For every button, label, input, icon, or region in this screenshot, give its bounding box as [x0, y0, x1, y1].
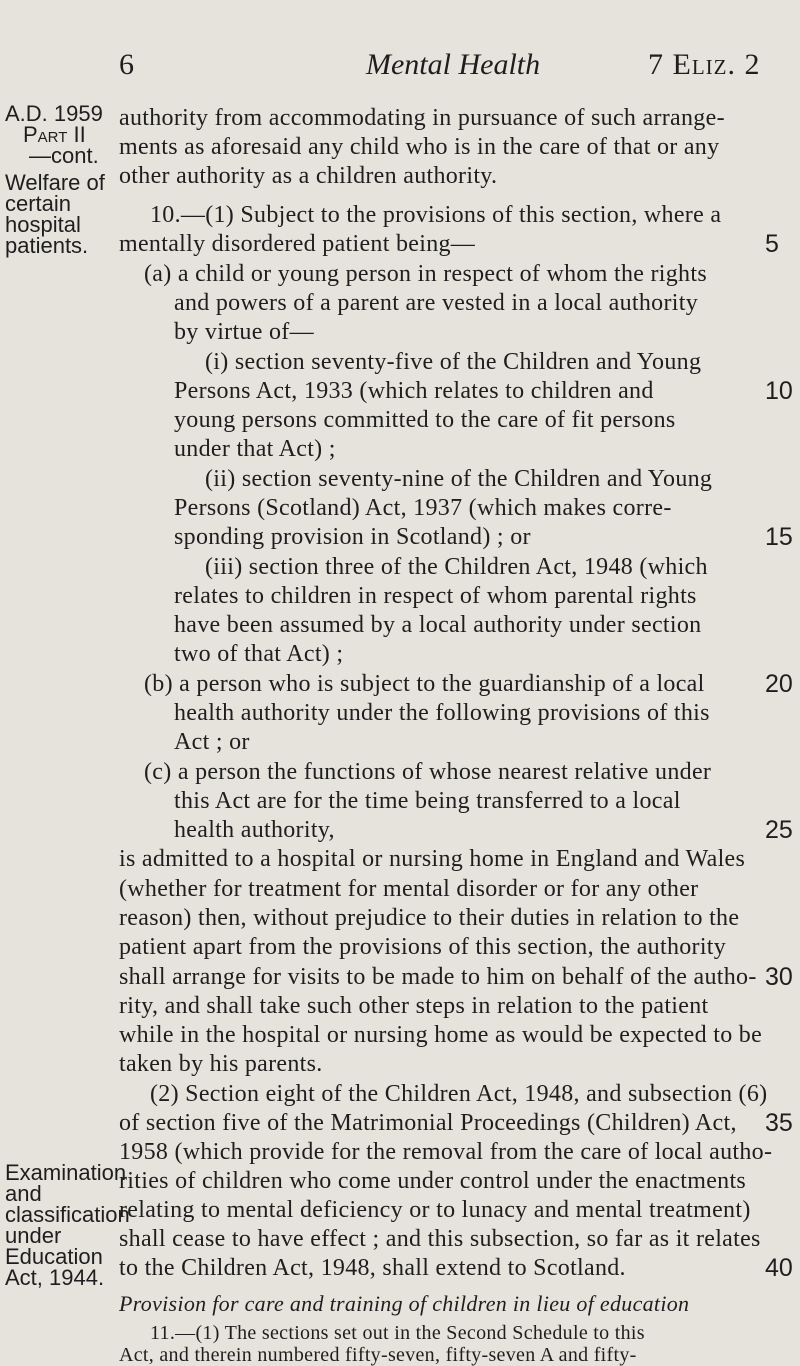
text-line: authority from accommodating in pursuance of such arrange-: [119, 105, 725, 131]
line-number: 15: [765, 523, 793, 551]
text-line: shall arrange for visits to be made to him on behalf of the autho-: [119, 964, 757, 990]
text-line: taken by his parents.: [119, 1051, 323, 1077]
text-line: rities of children who come under control under the enactments: [119, 1168, 747, 1194]
text-line: reason) then, without prejudice to their duties in relation to the: [119, 905, 740, 931]
text-line: (iii) section three of the Children Act, 1948 (which: [205, 554, 708, 580]
text-line: by virtue of—: [174, 319, 314, 345]
text-line: 1958 (which provide for the removal from the care of local autho-: [119, 1139, 773, 1165]
text-line: ments as aforesaid any child who is in the care of that or any: [119, 134, 720, 160]
page-continuation: [0, 1320, 800, 1366]
section-11-heading: Provision for care and training of children in lieu of education: [119, 1291, 690, 1316]
text-line: (a) a child or young person in respect of whom the rights: [144, 261, 707, 287]
margin-note-line: patients.: [5, 233, 89, 258]
text-line: (i) section seventy-five of the Children and Young: [205, 349, 702, 375]
text-line: 11.—(1) The sections set out in the Second Schedule to this: [150, 1322, 645, 1344]
margin-cont: —cont.: [29, 143, 99, 168]
margin-note-line: Examination: [5, 1160, 127, 1185]
margin-year-block: [5, 103, 115, 166]
text-line: while in the hospital or nursing home as would be expected to be: [119, 1022, 763, 1048]
text-line: two of that Act) ;: [174, 641, 344, 667]
text-line: health authority under the following provisions of this: [174, 700, 710, 726]
text-line: health authority,: [174, 817, 335, 843]
text-line: (2) Section eight of the Children Act, 1948, and subsection (6): [150, 1081, 768, 1107]
text-line: (c) a person the functions of whose nearest relative under: [144, 759, 712, 785]
text-line: sponding provision in Scotland) ; or: [174, 524, 531, 550]
text-line: Act, and therein numbered fifty-seven, fifty-seven A and fifty-: [119, 1344, 637, 1366]
line-number: 25: [765, 816, 793, 844]
text-line: this Act are for the time being transferred to a local: [174, 788, 681, 814]
text-line: young persons committed to the care of fit persons: [174, 407, 676, 433]
text-line: of section five of the Matrimonial Proceedings (Children) Act,: [119, 1110, 737, 1136]
margin-note-line: and: [5, 1181, 42, 1206]
text-line: Persons (Scotland) Act, 1937 (which makes corre-: [174, 495, 672, 521]
line-number: 5: [765, 230, 779, 258]
text-line: rity, and shall take such other steps in relation to the patient: [119, 993, 709, 1019]
regnal-year: 7 Eliz. 2: [648, 48, 761, 81]
text-line: and powers of a parent are vested in a local authority: [174, 290, 698, 316]
running-title: Mental Health: [366, 48, 541, 81]
text-line: to the Children Act, 1948, shall extend to Scotland.: [119, 1255, 626, 1281]
margin-note-line: certain: [5, 191, 72, 216]
section-heading-10: 10.—(1) Subject to the provisions of this section, where a: [150, 202, 722, 228]
margin-note-welfare: [5, 172, 115, 256]
text-line: (whether for treatment for mental disorder or for any other: [119, 876, 699, 902]
line-number: 40: [765, 1254, 793, 1282]
margin-note-line: Welfare of: [5, 170, 105, 195]
margin-note-line: Education: [5, 1244, 103, 1269]
text-line: other authority as a children authority.: [119, 163, 498, 189]
text-line: Persons Act, 1933 (which relates to children and: [174, 378, 654, 404]
line-number: 35: [765, 1109, 793, 1137]
margin-note-line: under: [5, 1223, 62, 1248]
line-number: 10: [765, 377, 793, 405]
text-line: patient apart from the provisions of this section, the authority: [119, 934, 727, 960]
text-line: under that Act) ;: [174, 436, 336, 462]
text-line: mentally disordered patient being—: [119, 231, 476, 257]
margin-note-line: classification: [5, 1202, 130, 1227]
text-line: (b) a person who is subject to the guardianship of a local: [144, 671, 705, 697]
text-line: is admitted to a hospital or nursing home in England and Wales: [119, 846, 746, 872]
line-number: 20: [765, 670, 793, 698]
text-line: relates to children in respect of whom parental rights: [174, 583, 697, 609]
line-number: 30: [765, 963, 793, 991]
margin-note-line: hospital: [5, 212, 81, 237]
margin-part: Part II: [23, 122, 86, 147]
text-line: relating to mental deficiency or to lunacy and mental treatment): [119, 1197, 751, 1223]
page-number: 6: [119, 48, 134, 81]
margin-note-examination: [5, 1160, 130, 1290]
text-line: shall cease to have effect ; and this subsection, so far as it relates: [119, 1226, 761, 1252]
text-line: Act ; or: [174, 729, 250, 755]
text-line: have been assumed by a local authority under section: [174, 612, 702, 638]
margin-note-line: Act, 1944.: [5, 1265, 105, 1290]
text-line: (ii) section seventy-nine of the Children and Young: [205, 466, 713, 492]
margin-year: A.D. 1959: [5, 101, 103, 126]
